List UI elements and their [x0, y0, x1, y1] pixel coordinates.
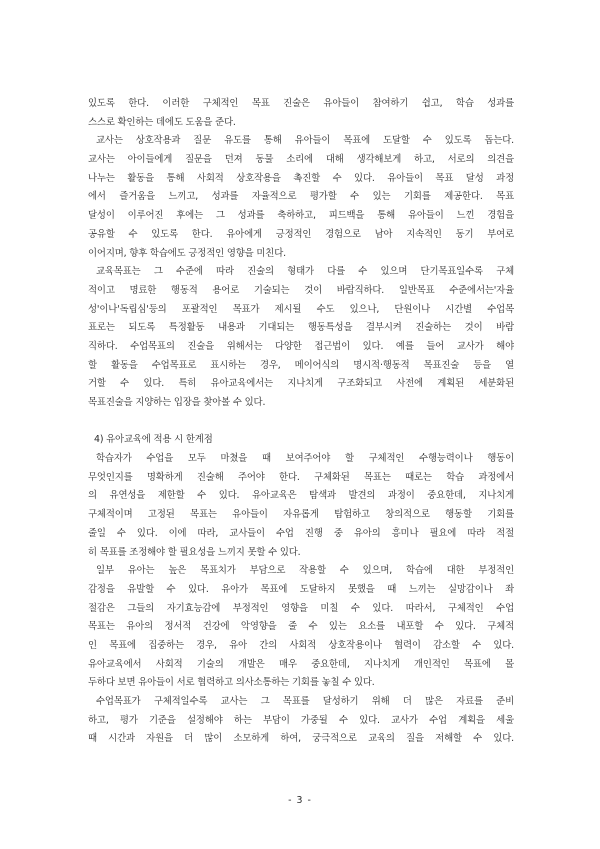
paragraph — [88, 562, 514, 693]
text-line: 교사는 상호작용과 질문 유도를 통해 유아들이 목표에 도달할 수 있도록 돕는다. — [96, 135, 514, 147]
text-line: 에서 즐거움을 느끼고, 성과를 자율적으로 평가할 수 있는 기회를 제공한다. 목표 — [88, 191, 514, 203]
paragraph — [88, 95, 514, 132]
text-line: 절감은 그들의 자기효능감에 부정적인 영향을 미칠 수 있다. 따라서, 구체적인 수업 — [88, 602, 514, 614]
text-line: 성'이나'독립심'등의 포괄적인 목표가 제시될 수도 있으나, 단원이나 시간별 수업목 — [88, 303, 514, 315]
text-line: 줄일 수 있다. 이에 따라, 교사들이 수업 진행 중 유아의 흥미나 필요에 따라 적절 — [88, 527, 514, 539]
text-line: 거할 수 있다. 특히 유아교육에서는 지나치게 구조화되고 사전에 계획된 세분화된 — [88, 378, 514, 390]
text-line: 적이고 명료한 행동적 용어로 기술되는 것이 바람직하다. 일반목표 수준에서는'자율 — [88, 284, 514, 296]
text-line: 학습자가 수업을 모두 마쳤을 때 보여주어야 할 구체적인 수행능력이나 행동이 — [96, 453, 514, 465]
section-heading: 4) 유아교육에 적용 시 한계점 — [94, 434, 213, 446]
text-line: 직하다. 수업목표의 진술을 위해서는 다양한 접근법이 있다. 예를 들어 교사가 해야 — [88, 340, 514, 352]
text-line: 달성이 이루어진 후에는 그 성과를 축하하고, 피드백을 통해 유아들이 느낀 경험을 — [88, 210, 514, 222]
paragraph — [88, 693, 514, 749]
text-line: 공유할 수 있도록 한다. 유아에게 긍정적인 경험으로 남아 지속적인 동기 부여로 — [88, 228, 514, 240]
text-line: 교사는 아이들에게 질문을 던져 동물 소리에 대해 생각해보게 하고, 서로의 의견을 — [88, 154, 514, 166]
text-line: 목표진술을 지양하는 입장을 찾아볼 수 있다. — [88, 397, 266, 408]
page-number: - 3 - — [288, 795, 312, 806]
text-line: 인 목표에 집중하는 경우, 유아 간의 사회적 상호작용이나 협력이 감소할 수 있다. — [88, 639, 514, 651]
text-line: 수업목표가 구체적일수록 교사는 그 목표를 달성하기 위해 더 많은 자료를 준비 — [96, 696, 514, 707]
paragraph — [88, 132, 514, 263]
text-line: 스스로 확인하는 데에도 도움을 준다. — [88, 116, 236, 128]
document-body — [88, 95, 514, 749]
text-line: 교육목표는 그 수준에 따라 진술의 형태가 다를 수 있으며 단기목표일수록 구체 — [96, 266, 514, 278]
text-line: 유아교육에서 사회적 기술의 개발은 매우 중요한데, 지나치게 개인적인 목표에 몰 — [88, 658, 514, 670]
paragraph — [88, 450, 514, 562]
text-line: 이어지며, 향후 학습에도 긍정적인 영향을 미친다. — [88, 247, 286, 259]
text-line: 나누는 활동을 통해 사회적 상호작용을 촉진할 수 있다. 유아들이 목표 달성 과정 — [88, 172, 514, 184]
text-line: 일부 유아는 높은 목표치가 부담으로 작용할 수 있으며, 학습에 대한 부정적인 — [96, 565, 514, 577]
text-line: 목표는 유아의 정서적 건강에 악영향을 줄 수 있는 요소를 내포할 수 있다. 구체적 — [88, 621, 514, 633]
blank-line — [88, 413, 514, 432]
paragraph — [88, 263, 514, 413]
text-line: 감정을 유발할 수 있다. 유아가 목표에 도달하지 못했을 때 느끼는 실망감이나 좌 — [88, 583, 514, 595]
text-line: 무엇인지를 명확하게 진술해 주어야 한다. 구체화된 목표는 때로는 학습 과정에서 — [88, 471, 514, 483]
text-line: 있도록 한다. 이러한 구체적인 목표 진술은 유아들이 참여하기 쉽고, 학습 성과를 — [88, 98, 514, 109]
text-line: 때 시간과 자원을 더 많이 소모하게 하여, 궁극적으로 교육의 질을 저해할 수 있다. — [88, 733, 514, 745]
text-line: 히 목표를 조정해야 할 필요성을 느끼지 못할 수 있다. — [88, 546, 301, 558]
text-line: 의 유연성을 제한할 수 있다. 유아교육은 탐색과 발견의 과정이 중요한데, 지나치게 — [88, 490, 514, 502]
text-line: 할 활동을 수업목표로 표시하는 경우, 메이어식의 명시적·행동적 목표진술 등을 열 — [88, 359, 514, 371]
text-line: 하고, 평가 기준을 설정해야 하는 부담이 가중될 수 있다. 교사가 수업 계획을 세울 — [88, 714, 514, 726]
text-line: 표로는 되도록 특정활동 내용과 기대되는 행동특성을 결부시켜 진술하는 것이 바람 — [88, 322, 514, 334]
text-line: 두하다 보면 유아들이 서로 협력하고 의사소통하는 기회를 놓칠 수 있다. — [88, 677, 375, 689]
text-line: 구체적이며 고정된 목표는 유아들이 자유롭게 탐험하고 창의적으로 행동할 기회를 — [88, 509, 514, 521]
